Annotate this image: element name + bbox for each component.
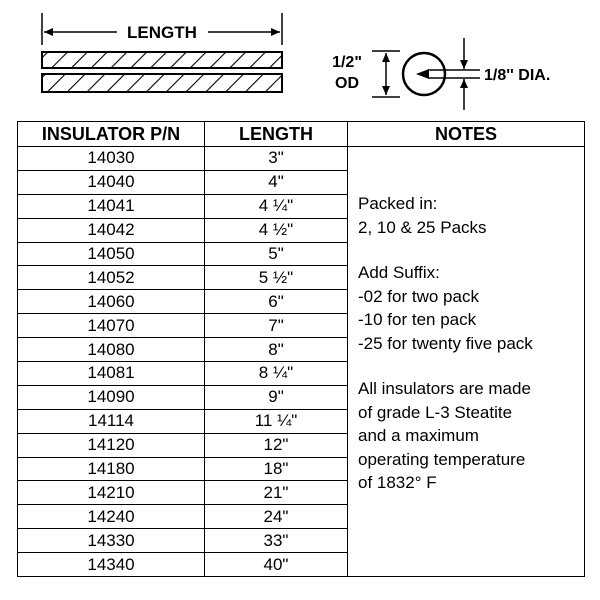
note-material-1: All insulators are made [358,379,531,398]
od-unit: OD [335,75,359,92]
length-label: LENGTH [127,23,197,42]
note-spacer [358,355,580,377]
length-cell: 9" [205,385,348,409]
bore-diameter-label: 1/8'' DIA. [484,67,551,84]
note-suffix-25: -25 for twenty five pack [358,333,533,353]
od-dimension [332,51,400,97]
drawing-canvas [0,0,600,118]
part-number-cell: 14050 [18,242,205,266]
length-cell: 4 ¼" [205,194,348,218]
note-material-5: of 1832° F [358,473,437,492]
length-cell: 8 ¼" [205,362,348,386]
insulator-side-view [42,52,282,92]
part-number-cell: 14041 [18,194,205,218]
part-number-cell: 14040 [18,170,205,194]
insulator-end-view [403,53,480,95]
od-value: 1/2" [332,54,362,71]
part-number-cell: 14060 [18,290,205,314]
part-number-cell: 14210 [18,481,205,505]
bore-dimension [464,38,550,110]
part-number-cell: 14180 [18,457,205,481]
length-cell: 5 ½" [205,266,348,290]
note-add-suffix: Add Suffix: [358,263,440,282]
note-material-3: and a maximum [358,426,479,445]
table-row [18,147,585,171]
part-number-cell: 14330 [18,529,205,553]
note-packed-in: Packed in: [358,194,438,213]
length-cell: 7" [205,314,348,338]
length-cell: 33" [205,529,348,553]
length-cell: 40" [205,553,348,577]
length-cell: 8" [205,338,348,362]
header-notes: NOTES [348,122,585,147]
part-number-cell: 14042 [18,218,205,242]
part-number-cell: 14340 [18,553,205,577]
header-part-number: INSULATOR P/N [18,122,205,147]
length-cell: 3" [205,147,348,171]
header-length: LENGTH [205,122,348,147]
insulator-spec-table [17,121,585,577]
notes-cell [348,147,585,577]
length-cell: 4" [205,170,348,194]
table-header-row [18,122,585,147]
length-cell: 4 ½" [205,218,348,242]
note-material-4: operating temperature [358,449,526,469]
length-cell: 24" [205,505,348,529]
note-suffix-02: -02 for two pack [358,286,479,306]
part-number-cell: 14081 [18,362,205,386]
length-cell: 18" [205,457,348,481]
part-number-cell: 14030 [18,147,205,171]
note-spacer [358,239,580,261]
part-number-cell: 14114 [18,409,205,433]
part-number-cell: 14080 [18,338,205,362]
length-cell: 11 ¼" [205,409,348,433]
part-number-cell: 14090 [18,385,205,409]
part-number-cell: 14070 [18,314,205,338]
note-suffix-10: -10 for ten pack [358,310,477,329]
length-cell: 21" [205,481,348,505]
length-cell: 6" [205,290,348,314]
note-material-2: of grade L-3 Steatite [358,402,513,422]
part-number-cell: 14120 [18,433,205,457]
note-packs: 2, 10 & 25 Packs [358,217,487,237]
length-dimension [42,13,282,45]
part-number-cell: 14052 [18,266,205,290]
part-number-cell: 14240 [18,505,205,529]
insulator-drawing [0,0,600,118]
length-cell: 12" [205,433,348,457]
length-cell: 5" [205,242,348,266]
